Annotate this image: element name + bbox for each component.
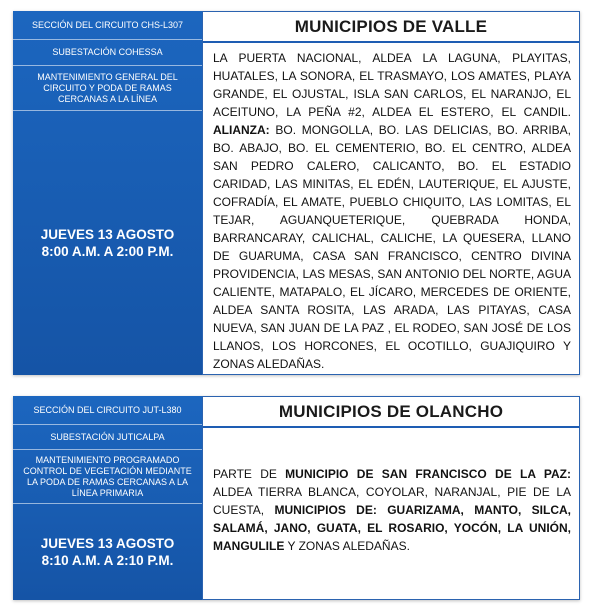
valle-date-time bbox=[13, 111, 202, 375]
olancho-title: MUNICIPIOS DE OLANCHO bbox=[203, 397, 579, 428]
valle-content-panel bbox=[202, 11, 580, 375]
olancho-areas-text bbox=[203, 465, 579, 555]
olancho-date: JUEVES 13 AGOSTO bbox=[40, 536, 175, 551]
valle-schedule-card bbox=[13, 11, 580, 375]
valle-circuit-label: SECCIÓN DEL CIRCUITO CHS-L307 bbox=[13, 11, 202, 40]
olancho-info-panel bbox=[13, 396, 202, 600]
valle-substation-label: SUBESTACIÓN COHESSA bbox=[13, 40, 202, 66]
valle-time: 8:00 A.M. A 2:00 P.M. bbox=[41, 244, 174, 259]
valle-info-panel bbox=[13, 11, 202, 375]
olancho-time: 8:10 A.M. A 2:10 P.M. bbox=[41, 553, 174, 568]
olancho-date-time bbox=[13, 504, 202, 600]
olancho-municipio-sf: MUNICIPIO DE SAN FRANCISCO DE LA PAZ: bbox=[285, 467, 571, 481]
valle-title: MUNICIPIOS DE VALLE bbox=[203, 12, 579, 43]
olancho-municipios-list: MUNICIPIOS DE: GUARIZAMA, MANTO, SILCA, SALAMÁ, JANO, GUATA, EL ROSARIO, YOCÓN, LA UNIÓN, MANGULILE bbox=[213, 503, 572, 553]
olancho-content-panel bbox=[202, 396, 580, 600]
olancho-maintenance-label: MANTENIMIENTO PROGRAMADO CONTROL DE VEGETACIÓN MEDIANTE LA PODA DE RAMAS CERCANAS A LA LÍNEA PRIMARIA bbox=[13, 450, 202, 504]
valle-areas-text bbox=[203, 49, 579, 373]
olancho-schedule-card bbox=[13, 396, 580, 600]
valle-date: JUEVES 13 AGOSTO bbox=[40, 227, 175, 242]
olancho-circuit-label: SECCIÓN DEL CIRCUITO JUT-L380 bbox=[13, 396, 202, 425]
valle-areas-part1: LA PUERTA NACIONAL, ALDEA LA LAGUNA, PLAYITAS, HUATALES, LA SONORA, EL TRASMAYO, LOS AMATES, PLAYA GRANDE, EL OJUSTAL, ISLA SAN CARLOS, EL NARANJO, EL ACEITUNO, LA PEÑA #2, ALDEA EL ESTERO, EL CANDIL. bbox=[213, 51, 571, 119]
olancho-substation-label: SUBESTACIÓN JUTICALPA bbox=[13, 425, 202, 450]
olancho-areas-part1: ALDEA TIERRA BLANCA, COYOLAR, NARANJAL, PIE DE LA CUESTA, bbox=[213, 485, 571, 517]
olancho-part-of: PARTE DE bbox=[213, 467, 286, 481]
valle-areas-part2: BO. MONGOLLA, BO. LAS DELICIAS, BO. ARRIBA, BO. ABAJO, BO. EL CEMENTERIO, BO. EL CENTRO, ALDEA SAN PEDRO CALERO, CALICANTO, BO. EL ESTADIO CARIDAD, LAS MINITAS, EL EDÉN, LAUTERIQUE, EL AJUSTE, COFRADÍA, EL AMATE, PUEBLO CHIQUITO, LAS LOMITAS, EL TEJAR, AGUANQUETERIQUE, QUEBRADA HONDA, BARRANCARAY, CALICHAL, CALICHE, LA QUESERA, LLANO DE GUARUMA, CASA SAN FRANCISCO, CENTRO DIVINA PROVIDENCIA, LAS MESAS, SAN ANTONIO DEL NORTE, AGUA CALIENTE, MATAPALO, EL JÍCARO, MERCEDES DE ORIENTE, ALDEA SANTA ROSITA, LAS ARADA, LAS PITAYAS, CASA NUEVA, SAN JUAN DE LA PAZ , EL RODEO, SAN JOSÉ DE LOS LLANOS, LOS HORCONES, EL OCOTILLO, GUAJIQUIRO Y ZONAS ALEDAÑAS. bbox=[213, 123, 571, 371]
valle-alianza-label: ALIANZA: bbox=[213, 123, 270, 137]
valle-maintenance-label: MANTENIMIENTO GENERAL DEL CIRCUITO Y PODA DE RAMAS CERCANAS A LA LÍNEA bbox=[13, 66, 202, 111]
olancho-areas-part2: Y ZONAS ALEDAÑAS. bbox=[284, 539, 410, 553]
